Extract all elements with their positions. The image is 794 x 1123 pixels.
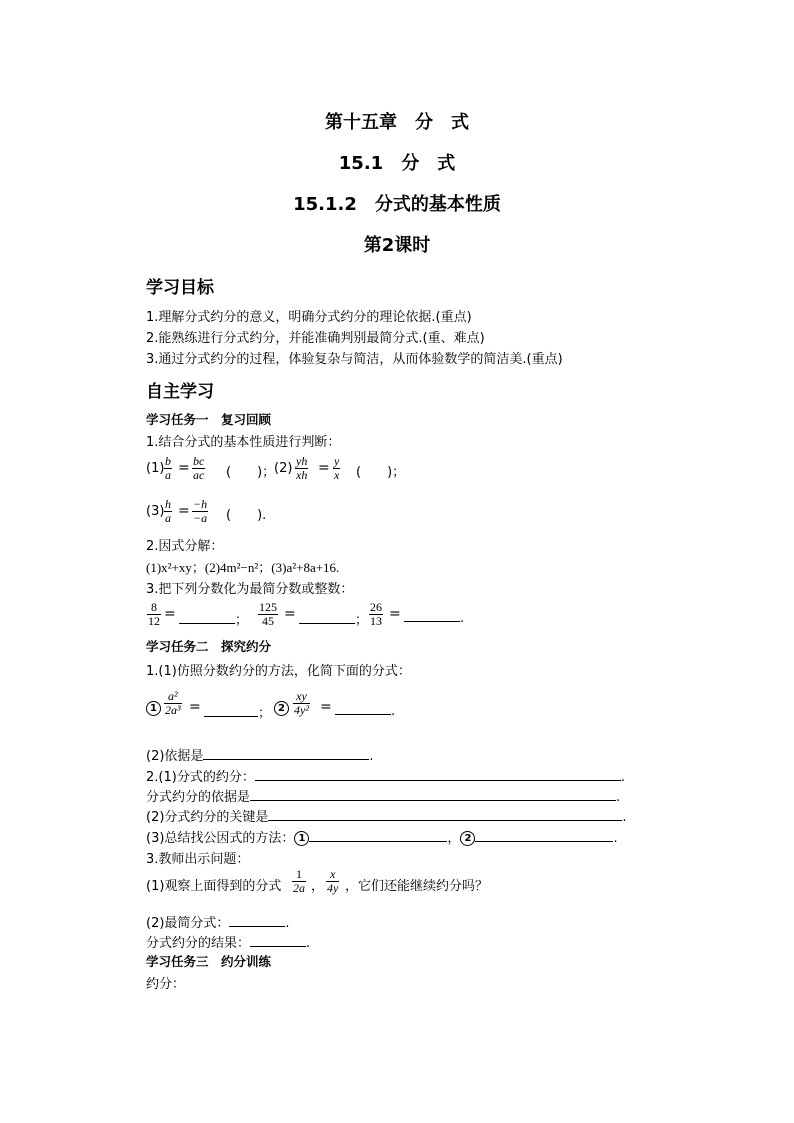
section-title: 15.1 分 式	[338, 153, 456, 174]
answer-parentheses[interactable]: ( ).	[226, 508, 267, 523]
equals-sign: =	[284, 606, 296, 622]
fraction: $\frac{8}{12}$	[148, 600, 160, 628]
objective-item: 2.能熟练进行分式约分，并能准确判别最简分式.(重、难点)	[146, 331, 485, 346]
task1-question2: 2.因式分解：	[146, 539, 224, 554]
task2-question2-1: 2.(1)分式的约分： .	[146, 770, 625, 785]
lesson-title: 第2课时	[363, 235, 431, 256]
task2-question2-3: (3)总结找公因式的方法： 1 ， 2 .	[146, 831, 618, 846]
answer-blank[interactable]	[475, 829, 613, 842]
task1-title: 学习任务一 复习回顾	[146, 412, 272, 427]
task2-question3-2: (2)最简分式： .	[146, 916, 290, 931]
fraction: $\frac{b}{a}$	[165, 454, 171, 482]
answer-parentheses[interactable]: ( )；	[356, 465, 406, 480]
objective-item: 1.理解分式约分的意义，明确分式约分的理论依据.(重点)	[146, 310, 472, 325]
task1-question2-items: (1)x²+xy；(2)4m²−n²；(3)a²+8a+16.	[146, 560, 340, 575]
task2-question2-2: (2)分式约分的关键是 .	[146, 810, 627, 825]
answer-blank[interactable]	[255, 768, 621, 781]
equals-sign: =	[389, 606, 401, 622]
answer-parentheses[interactable]: ( )；	[226, 465, 276, 480]
answer-blank[interactable]	[250, 788, 616, 801]
fraction: $\frac{26}{13}$	[370, 600, 382, 628]
answer-blank[interactable]: .	[404, 609, 464, 626]
task3-title: 学习任务三 约分训练	[146, 954, 272, 969]
self-study-heading: 自主学习	[146, 382, 214, 402]
answer-blank[interactable]: .	[335, 702, 395, 719]
task2-title: 学习任务二 探究约分	[146, 639, 272, 654]
objective-item: 3.通过分式约分的过程，体验复杂与简洁，从而体验数学的简洁美.(重点)	[146, 352, 563, 367]
task1-item1-label: (1)	[146, 461, 165, 476]
answer-blank[interactable]	[309, 829, 447, 842]
answer-blank[interactable]	[229, 914, 285, 927]
subsection-title: 15.1.2 分式的基本性质	[293, 194, 501, 215]
task1-item3-label: (3)	[146, 504, 165, 519]
fraction: $\frac{xy}{\text{4y²}}$	[294, 689, 309, 717]
task2-question2-basis: 分式约分的依据是 .	[146, 790, 621, 805]
answer-blank[interactable]: ；	[204, 702, 271, 721]
equals-sign: =	[320, 699, 332, 715]
fraction: $\frac{-h}{-a}$	[193, 497, 208, 525]
fraction: $\frac{y}{x}$	[334, 454, 340, 482]
answer-blank[interactable]: ；	[299, 609, 368, 628]
task2-question3-1-tail: ，它们还能继续约分吗？	[345, 879, 489, 894]
answer-blank[interactable]	[203, 747, 369, 760]
fraction: $\frac{yh}{xh}$	[296, 454, 308, 482]
task2-question3: 3.教师出示问题：	[146, 852, 250, 867]
task1-question1: 1.结合分式的基本性质进行判断：	[146, 435, 341, 450]
comma: ，	[311, 879, 325, 894]
fraction: $\frac{\text{a²}}{\text{2a³}}$	[165, 689, 181, 717]
circled-number-2: 2	[274, 701, 289, 716]
equals-sign: =	[318, 460, 330, 476]
task2-question3-1: (1)观察上面得到的分式	[146, 879, 282, 894]
fraction: $\frac{bc}{ac}$	[193, 454, 205, 482]
task2-question1: 1.(1)仿照分数约分的方法，化简下面的分式：	[146, 664, 411, 679]
fraction: $\frac{125}{45}$	[259, 600, 277, 628]
objectives-heading: 学习目标	[146, 278, 214, 298]
task2-question3-result: 分式约分的结果： .	[146, 936, 311, 951]
fraction: $\frac{x}{4y}$	[327, 867, 339, 895]
task3-instruction: 约分：	[146, 977, 186, 992]
answer-blank[interactable]	[268, 808, 622, 821]
chapter-title: 第十五章 分 式	[325, 112, 469, 133]
circled-number-1: 1	[146, 701, 161, 716]
equals-sign: =	[189, 699, 201, 715]
task1-item2-label: (2)	[274, 461, 293, 476]
task2-question1-basis: (2)依据是 .	[146, 749, 374, 764]
task1-question3: 3.把下列分数化为最简分数或整数：	[146, 582, 354, 597]
fraction: $\frac{h}{a}$	[165, 497, 171, 525]
equals-sign: =	[178, 460, 190, 476]
fraction: $\frac{1}{2a}$	[293, 867, 305, 895]
equals-sign: =	[164, 606, 176, 622]
answer-blank[interactable]: ；	[179, 609, 248, 628]
answer-blank[interactable]	[250, 934, 306, 947]
equals-sign: =	[178, 503, 190, 519]
